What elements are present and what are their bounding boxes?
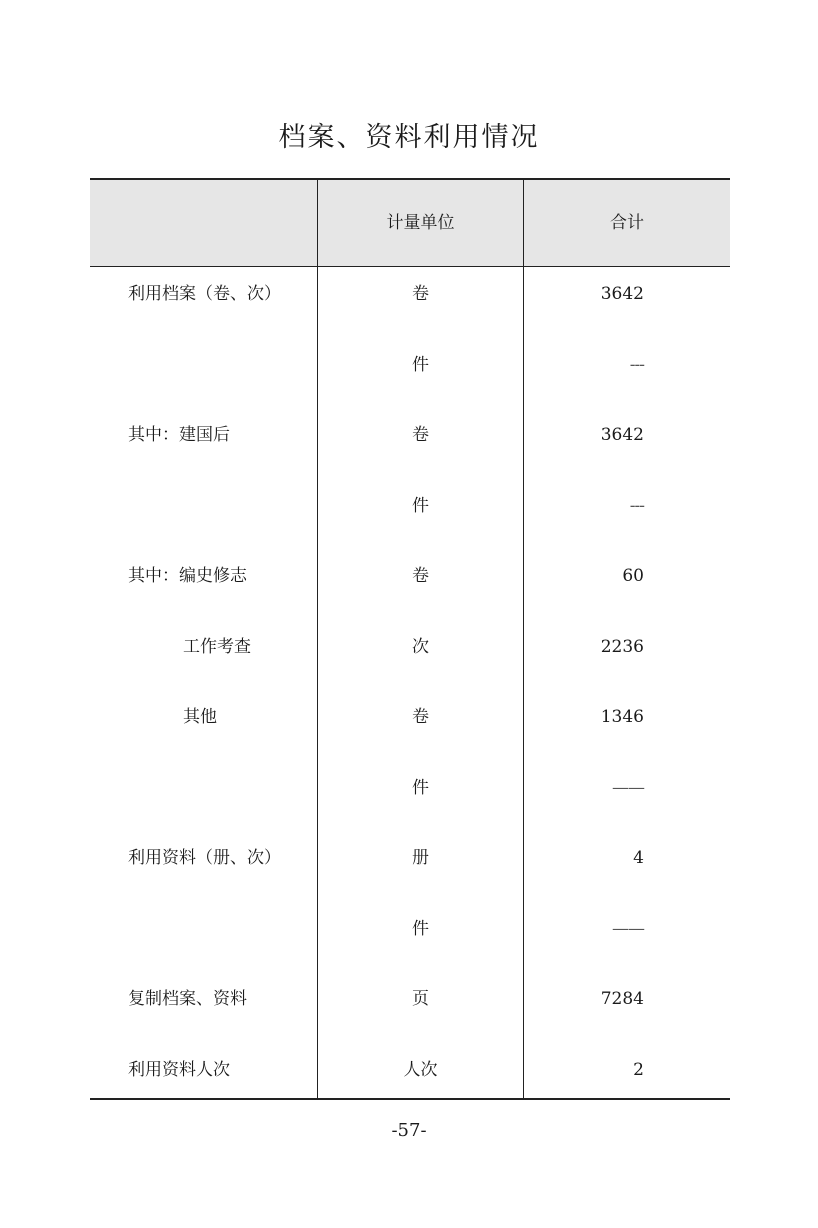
row-unit: 人次 [403,1059,438,1080]
row-total: 2 [633,1059,644,1080]
table-row [90,682,730,752]
row-total: 60 [622,566,644,586]
row-total: 1346 [600,707,644,727]
row-unit: 卷 [412,707,429,727]
row-unit: 件 [412,777,429,798]
row-item-label: 利用档案（卷、次） [128,284,281,304]
row-total: —— [612,777,644,798]
row-unit: 册 [412,848,429,868]
header-unit: 计量单位 [386,213,455,233]
row-total: 2236 [600,636,644,657]
row-total: 3642 [600,425,644,445]
row-total: --- [629,495,644,516]
table-row [90,612,730,682]
row-total: —— [612,918,644,939]
table-row [90,753,730,823]
header-total: 合计 [610,213,644,233]
row-item-label: 利用资料（册、次） [128,848,281,868]
table-row [90,259,730,329]
header-item [90,180,318,266]
row-unit: 件 [412,354,429,375]
row-total: 4 [633,848,644,868]
row-total: 7284 [600,989,644,1009]
table-top-rule [90,178,730,180]
table-row [90,471,730,541]
table-row [90,541,730,611]
row-item-label: 其中：建国后 [128,425,230,445]
row-unit: 卷 [412,425,429,445]
row-unit: 页 [412,989,429,1009]
table-row [90,964,730,1034]
row-total: 3642 [600,284,644,304]
row-total: --- [629,354,644,375]
table-bottom-rule [90,1098,730,1100]
table-row [90,823,730,893]
page-number: -57- [391,1120,427,1141]
row-item-label: 其他 [183,707,217,727]
page-title: 档案、资料利用情况 [278,122,540,153]
table-row [90,400,730,470]
row-unit: 卷 [412,284,429,304]
row-unit: 次 [412,636,429,657]
row-item-label: 其中：编史修志 [128,566,247,586]
table-row [90,330,730,400]
table-row [90,1035,730,1105]
row-unit: 件 [412,918,429,939]
row-item-label: 利用资料人次 [128,1059,230,1080]
row-unit: 卷 [412,566,429,586]
row-item-label: 复制档案、资料 [128,989,247,1009]
row-item-label: 工作考查 [183,636,251,657]
table-header [90,180,730,266]
row-unit: 件 [412,495,429,516]
table-row [90,894,730,964]
usage-table [90,178,730,1100]
